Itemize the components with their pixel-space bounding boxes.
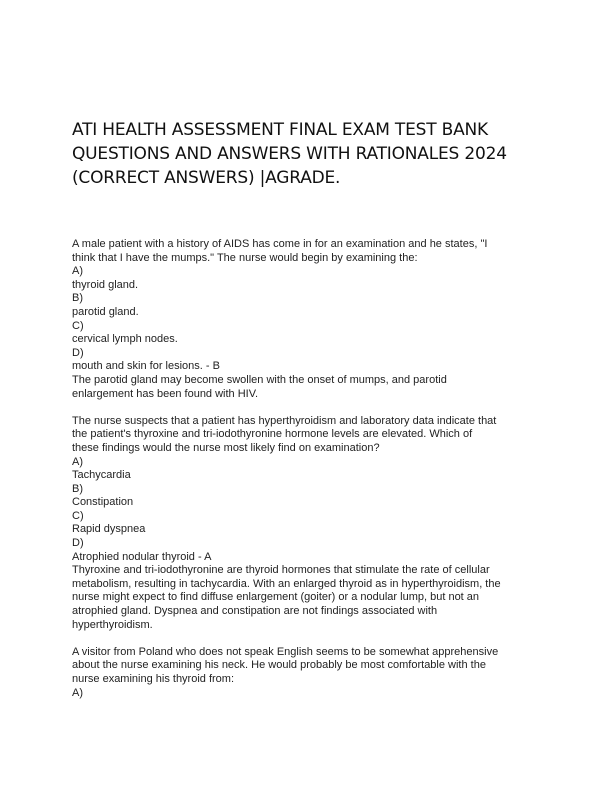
question-1 — [72, 238, 547, 401]
rationale-line: enlargement has been found with HIV. — [72, 387, 259, 400]
option-text: thyroid gland. — [72, 278, 139, 291]
option-letter: B) — [72, 482, 83, 495]
question-stem-line: about the nurse examining his neck. He would probably be most comfortable with the — [72, 659, 486, 672]
option-letter: C) — [72, 319, 84, 332]
option-text: parotid gland. — [72, 305, 139, 318]
title-line: ATI HEALTH ASSESSMENT FINAL EXAM TEST BANK — [72, 120, 488, 140]
question-stem-line: the patient's thyroxine and tri-iodothyronine hormone levels are elevated. Which of — [72, 428, 473, 441]
paragraph-gap — [72, 401, 547, 415]
paragraph-gap — [72, 632, 547, 646]
option-letter: D) — [72, 537, 84, 550]
option-text: Constipation — [72, 496, 134, 509]
question-stem-line: A male patient with a history of AIDS has come in for an examination and he states, "I — [72, 238, 488, 250]
option-text: Atrophied nodular thyroid - A — [72, 550, 212, 563]
option-letter: D) — [72, 346, 84, 359]
question-stem-line: these findings would the nurse most likely find on examination? — [72, 441, 380, 454]
document-body — [72, 238, 547, 700]
rationale-line: metabolism, resulting in tachycardia. With an enlarged thyroid as in hyperthyroidism, the — [72, 577, 501, 590]
question-3 — [72, 646, 547, 700]
option-text: Rapid dyspnea — [72, 523, 146, 536]
option-letter: A) — [72, 686, 83, 699]
question-2 — [72, 415, 547, 633]
title-line: (CORRECT ANSWERS) |AGRADE. — [72, 168, 341, 188]
question-stem-line: think that I have the mumps." The nurse would begin by examining the: — [72, 251, 418, 264]
question-stem-line: nurse examining his thyroid from: — [72, 673, 235, 685]
question-stem-line: The nurse suspects that a patient has hyperthyroidism and laboratory data indicate that — [72, 414, 497, 427]
title-line: QUESTIONS AND ANSWERS WITH RATIONALES 2024 — [72, 144, 507, 164]
option-letter: A) — [72, 265, 83, 278]
option-letter: C) — [72, 509, 84, 522]
question-stem-line: A visitor from Poland who does not speak English seems to be somewhat apprehensive — [72, 645, 499, 658]
rationale-line: hyperthyroidism. — [72, 618, 153, 631]
rationale-line: Thyroxine and tri-iodothyronine are thyroid hormones that stimulate the rate of cellular — [72, 564, 490, 577]
option-letter: A) — [72, 455, 83, 468]
option-letter: B) — [72, 292, 83, 305]
rationale-line: nurse might expect to find diffuse enlargement (goiter) or a nodular lump, but not an — [72, 591, 480, 604]
option-text: cervical lymph nodes. — [72, 333, 178, 346]
document-title — [72, 118, 542, 190]
rationale-line: atrophied gland. Dyspnea and constipation are not findings associated with — [72, 605, 438, 618]
option-text: Tachycardia — [72, 469, 131, 482]
rationale-line: The parotid gland may become swollen with the onset of mumps, and parotid — [72, 373, 447, 386]
option-text: mouth and skin for lesions. - B — [72, 360, 220, 373]
